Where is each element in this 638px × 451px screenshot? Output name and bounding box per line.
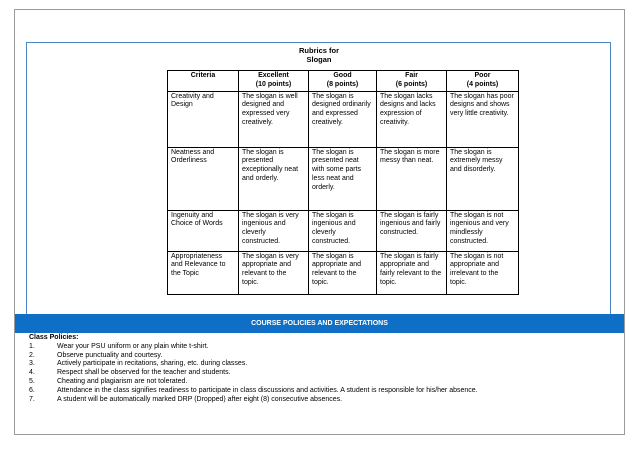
excellent-cell: The slogan is presented exceptionally neat and orderly. [239, 147, 309, 210]
header-fair: Fair (6 points) [377, 71, 447, 92]
list-item-number: 5. [29, 377, 35, 385]
good-cell: The slogan is presented neat with some parts less neat and orderly. [309, 147, 377, 210]
list-item [29, 387, 619, 396]
poor-cell: The slogan is not appropriate and irrelevant to the topic. [447, 251, 519, 294]
header-good: Good (8 points) [309, 71, 377, 92]
table-row [168, 210, 519, 251]
header-criteria: Criteria [168, 71, 239, 92]
list-item [29, 352, 619, 361]
list-item-number: 3. [29, 360, 35, 368]
list-item-number: 7. [29, 395, 35, 403]
list-item [29, 378, 619, 387]
list-item-text: Cheating and plagiarism are not tolerated. [57, 377, 188, 385]
list-item [29, 369, 619, 378]
class-policies [29, 334, 619, 404]
rubric-table [167, 70, 519, 295]
list-item-text: Attendance in the class signifies readiness to participate in class discussions and activities. A student is responsible for his/her absence. [57, 386, 478, 394]
list-item-number: 4. [29, 369, 35, 377]
policies-heading: Class Policies: [29, 334, 79, 341]
list-item-text: Wear your PSU uniform or any plain white t-shirt. [57, 342, 209, 350]
table-row [168, 91, 519, 147]
excellent-cell: The slogan is well designed and expressed very creatively. [239, 91, 309, 147]
fair-cell: The slogan lacks designs and lacks expression of creativity. [377, 91, 447, 147]
fair-cell: The slogan is fairly ingenious and fairly constructed. [377, 210, 447, 251]
list-item-text: Observe punctuality and courtesy. [57, 351, 163, 359]
list-item [29, 396, 619, 405]
table-row [168, 251, 519, 294]
list-item-text: Respect shall be observed for the teacher and students. [57, 369, 231, 377]
list-item [29, 360, 619, 369]
rubric-title-line1: Rubrics for [298, 46, 339, 55]
poor-cell: The slogan is extremely messy and disorderly. [447, 147, 519, 210]
rubric-title-line2: Slogan [306, 55, 332, 64]
excellent-cell: The slogan is very ingenious and cleverly constructed. [239, 210, 309, 251]
poor-cell: The slogan is not ingenious and very mindlessly constructed. [447, 210, 519, 251]
list-item-text: A student will be automatically marked DRP (Dropped) after eight (8) consecutive absences. [57, 395, 343, 403]
fair-cell: The slogan is fairly appropriate and fairly relevant to the topic. [377, 251, 447, 294]
good-cell: The slogan is designed ordinarily and expressed creatively. [309, 91, 377, 147]
list-item-number: 6. [29, 386, 35, 394]
good-cell: The slogan is ingenious and cleverly constructed. [309, 210, 377, 251]
excellent-cell: The slogan is very appropriate and relevant to the topic. [239, 251, 309, 294]
list-item-number: 1. [29, 342, 35, 350]
criteria-cell: Appropriateness and Relevance to the Topic [168, 251, 239, 294]
list-item-text: Actively participate in recitations, sharing, etc. during classes. [57, 360, 248, 368]
policies-banner: COURSE POLICIES AND EXPECTATIONS [15, 314, 624, 333]
table-header-row [168, 71, 519, 92]
table-row [168, 147, 519, 210]
good-cell: The slogan is appropriate and relevant to the topic. [309, 251, 377, 294]
criteria-cell: Neatness and Orderliness [168, 147, 239, 210]
criteria-cell: Creativity and Design [168, 91, 239, 147]
poor-cell: The slogan has poor designs and shows very little creativity. [447, 91, 519, 147]
header-excellent: Excellent (10 points) [239, 71, 309, 92]
list-item [29, 343, 619, 352]
header-poor: Poor (4 points) [447, 71, 519, 92]
list-item-number: 2. [29, 351, 35, 359]
rubric-title [0, 46, 638, 64]
criteria-cell: Ingenuity and Choice of Words [168, 210, 239, 251]
fair-cell: The slogan is more messy than neat. [377, 147, 447, 210]
